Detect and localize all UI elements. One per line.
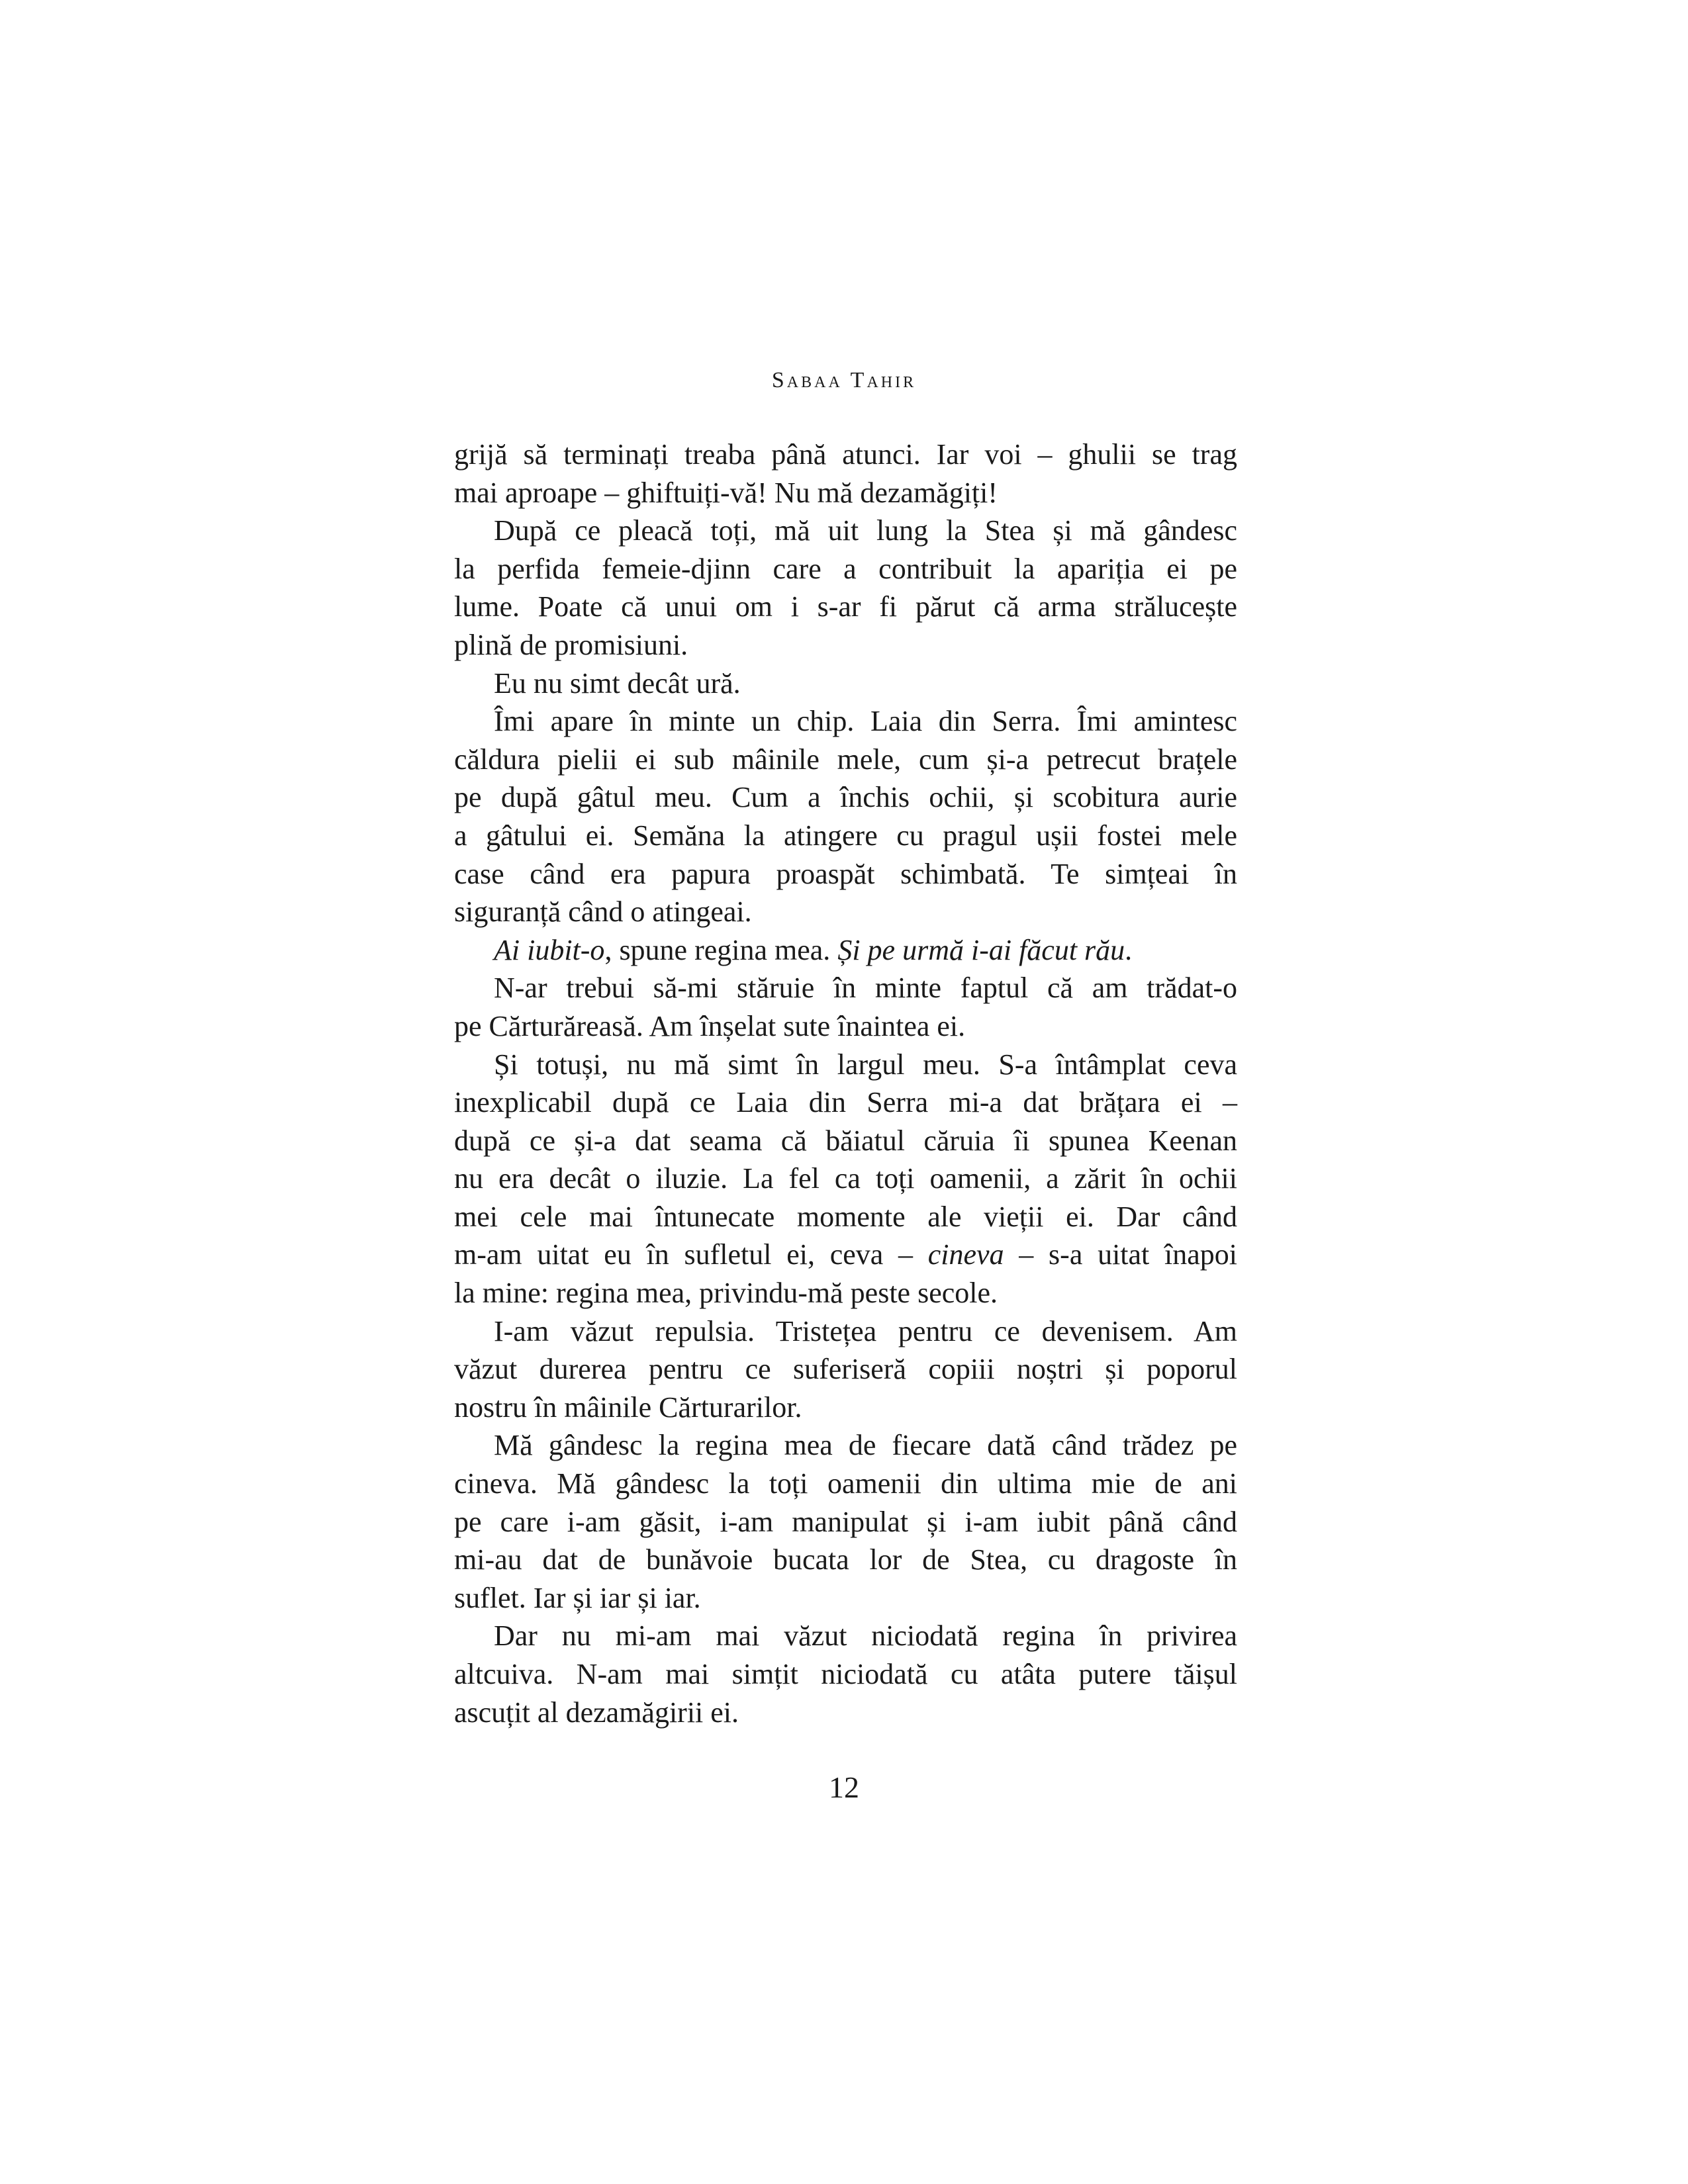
text-segment: mi-au dat de bunăvoie bucata lor de Stea, cu dragoste în: [454, 1543, 1237, 1576]
paragraph: [454, 702, 1237, 931]
text-segment: văzut durerea pentru ce suferiseră copiii noștri și poporul: [454, 1353, 1237, 1386]
running-header: Sabaa Tahir: [771, 368, 917, 392]
text-segment: Și totuși, nu mă simt în largul meu. S-a întâmplat ceva: [494, 1048, 1237, 1081]
text-segment: Îmi apare în minte un chip. Laia din Serra. Îmi amintesc: [494, 705, 1237, 738]
text-line: [454, 1350, 1237, 1388]
text-line: [454, 1426, 1237, 1465]
text-segment: siguranță când o atingeai.: [454, 895, 752, 929]
text-segment: m-am uitat eu în sufletul ei, ceva –: [454, 1238, 928, 1271]
text-segment: inexplicabil după ce Laia din Serra mi-a dat brățara ei –: [454, 1086, 1237, 1119]
text-line: [454, 1655, 1237, 1694]
paragraph: [454, 1312, 1237, 1427]
paragraph: [454, 512, 1237, 664]
text-segment: Mă gândesc la regina mea de fiecare dată când trădez pe: [494, 1429, 1237, 1462]
text-line: [454, 931, 1237, 970]
text-segment: după ce și-a dat seama că băiatul căruia îi spunea Keenan: [454, 1124, 1237, 1157]
text-segment: N-ar trebui să-mi stăruie în minte faptul că am trădat-o: [494, 972, 1237, 1005]
italic-text: Și pe urmă i-ai făcut rău: [837, 933, 1125, 966]
text-line: [454, 588, 1237, 626]
text-line: [454, 1388, 1237, 1427]
text-line: [454, 1122, 1237, 1160]
text-line: [454, 1046, 1237, 1084]
text-line: [454, 778, 1237, 817]
text-segment: Dar nu mi-am mai văzut niciodată regina în privirea: [494, 1619, 1237, 1653]
text-segment: mei cele mai întunecate momente ale vieții ei. Dar când: [454, 1200, 1237, 1233]
text-segment: suflet. Iar și iar și iar.: [454, 1581, 701, 1614]
text-segment: mai aproape – ghiftuiți-vă! Nu mă dezamăgiți!: [454, 476, 998, 509]
paragraph: [454, 664, 1237, 703]
text-segment: la mine: regina mea, privindu-mă peste secole.: [454, 1277, 998, 1310]
text-line: [454, 1503, 1237, 1541]
paragraph: [454, 1617, 1237, 1731]
text-segment: Eu nu simt decât ură.: [494, 666, 741, 700]
text-line: [454, 1312, 1237, 1351]
text-line: [454, 817, 1237, 855]
text-line: [454, 1541, 1237, 1579]
text-line: [454, 664, 1237, 703]
paragraph: [454, 1046, 1237, 1312]
paragraph: [454, 435, 1237, 512]
text-line: [454, 1160, 1237, 1198]
text-line: [454, 1236, 1237, 1274]
text-segment: nostru în mâinile Cărturarilor.: [454, 1390, 802, 1424]
body-text: [454, 435, 1237, 1731]
text-line: [454, 1198, 1237, 1236]
italic-text: Ai iubit-o: [494, 933, 605, 966]
text-segment: grijă să terminați treaba până atunci. Iar voi – ghulii se trag: [454, 438, 1237, 471]
text-segment: plină de promisiuni.: [454, 628, 688, 661]
text-segment: case când era papura proaspăt schimbată. Te simțeai în: [454, 857, 1237, 890]
text-segment: I-am văzut repulsia. Tristețea pentru ce devenisem. Am: [494, 1314, 1237, 1347]
text-line: [454, 893, 1237, 931]
text-segment: lume. Poate că unui om i s-ar fi părut că arma strălucește: [454, 590, 1237, 623]
text-line: [454, 474, 1237, 512]
text-segment: pe Cărturăreasă. Am înșelat sute înaintea ei.: [454, 1009, 966, 1042]
text-segment: pe care i-am găsit, i-am manipulat și i-am iubit până când: [454, 1505, 1237, 1538]
text-line: [454, 702, 1237, 741]
text-line: [454, 512, 1237, 550]
text-line: [454, 550, 1237, 588]
italic-text: cineva: [927, 1238, 1004, 1271]
text-segment: la perfida femeie-djinn care a contribuit la apariția ei pe: [454, 552, 1237, 585]
text-line: [454, 1083, 1237, 1122]
text-segment: căldura pielii ei sub mâinile mele, cum și-a petrecut brațele: [454, 743, 1237, 776]
text-segment: ascuțit al dezamăgirii ei.: [454, 1696, 739, 1729]
text-line: [454, 1694, 1237, 1732]
text-line: [454, 1274, 1237, 1312]
text-segment: , spune regina mea.: [604, 933, 838, 966]
text-line: [454, 969, 1237, 1007]
paragraph: [454, 1426, 1237, 1617]
text-line: [454, 855, 1237, 893]
text-line: [454, 626, 1237, 664]
text-line: [454, 741, 1237, 779]
text-segment: cineva. Mă gândesc la toți oamenii din ultima mie de ani: [454, 1467, 1237, 1500]
text-line: [454, 1007, 1237, 1046]
text-segment: – s-a uitat înapoi: [1004, 1238, 1237, 1271]
text-segment: nu era decât o iluzie. La fel ca toți oamenii, a zărit în ochii: [454, 1162, 1237, 1195]
text-line: [454, 435, 1237, 474]
paragraph: [454, 931, 1237, 970]
text-segment: altcuiva. N-am mai simțit niciodată cu atâta putere tăișul: [454, 1658, 1237, 1690]
paragraph: [454, 969, 1237, 1045]
text-line: [454, 1579, 1237, 1617]
text-segment: pe după gâtul meu. Cum a închis ochii, și scobitura aurie: [454, 781, 1237, 814]
text-line: [454, 1465, 1237, 1503]
text-segment: a gâtului ei. Semăna la atingere cu pragul ușii fostei mele: [454, 819, 1237, 852]
text-segment: După ce pleacă toți, mă uit lung la Stea și mă gândesc: [494, 514, 1237, 547]
page-number: 12: [829, 1770, 859, 1804]
text-line: [454, 1617, 1237, 1655]
text-segment: .: [1125, 933, 1133, 966]
